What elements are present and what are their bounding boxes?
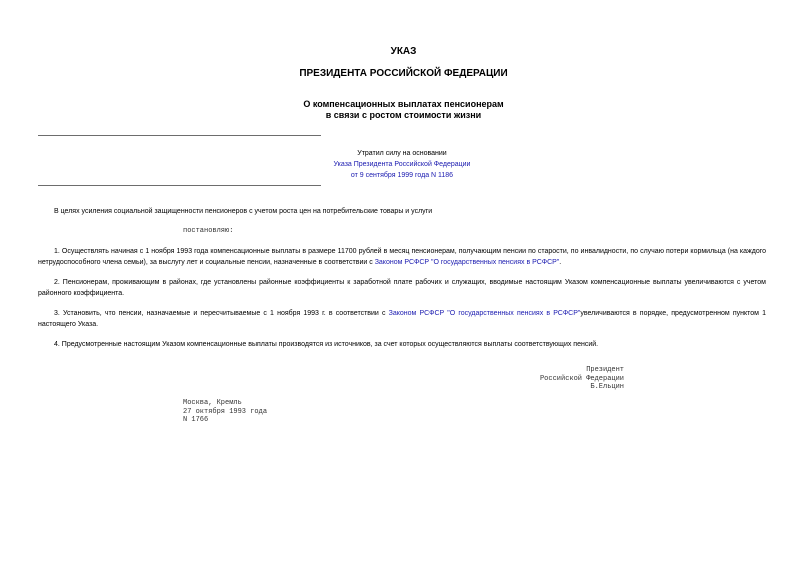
repeal-decree-date-link[interactable]: от 9 сентября 1999 года N 1186 — [350, 172, 454, 179]
date: 27 октября 1993 года — [183, 407, 268, 416]
paragraph-3 — [38, 309, 766, 330]
paragraph-1-text: 1. Осуществлять начиная с 1 ноября 1993 года компенсационные выплаты в размере 11700 рублей в месяц пенсионерам, получающим пенсии по старости, по инвалидности, по случаю потери кормильца (на каждого нетрудоспособного члена семьи), за выслугу лет и социальные пенсии, назначенные в соответствии с — [38, 248, 766, 266]
decree-title: УКАЗ — [390, 46, 417, 57]
resolve-word: постановляю: — [183, 227, 234, 235]
paragraph-4: 4. Предусмотренные настоящим Указом компенсационные выплаты производятся из источников, за счет которых осуществляются выплаты соответствующих пенсий. — [54, 341, 599, 348]
paragraph-3-end: увеличиваются в порядке, предусмотренном пунктом 1 настоящего Указа. — [38, 310, 766, 328]
signature-title: Президент — [586, 366, 624, 374]
repeal-decree-link[interactable]: Указа Президента Российской Федерации — [333, 161, 471, 168]
validity-note — [322, 148, 482, 181]
signature-block — [540, 366, 624, 392]
paragraph-2: 2. Пенсионерам, проживающим в районах, где установлены районные коэффициенты к заработной плате рабочих и служащих, вводимые настоящим Указом компенсационные выплаты увеличиваются с учетом районного коэффициента. — [38, 279, 766, 297]
place-date-block — [183, 399, 267, 425]
place: Москва, Кремль — [183, 399, 242, 407]
validity-note-label: Утратил силу на основании — [357, 150, 447, 157]
pension-law-link-1[interactable]: Законом РСФСР "О государственных пенсиях в РСФСР" — [374, 258, 560, 266]
divider-bottom — [38, 185, 321, 186]
decree-issuer: ПРЕЗИДЕНТА РОССИЙСКОЙ ФЕДЕРАЦИИ — [299, 68, 508, 79]
divider-top — [38, 135, 321, 136]
decree-number: N 1766 — [183, 416, 209, 424]
pension-law-link-2[interactable]: Законом РСФСР "О государственных пенсиях в РСФСР" — [388, 310, 581, 317]
paragraph-3-text: 3. Установить, что пенсии, назначаемые и пересчитываемые с 1 ноября 1993 г. в соответствии с — [54, 310, 389, 317]
signature-country: Российской Федерации — [539, 374, 624, 383]
signature-name: Б.Ельцин — [590, 383, 624, 391]
preamble: В целях усиления социальной защищенности пенсионеров с учетом роста цен на потребительские товары и услуги — [54, 208, 433, 215]
paragraph-1 — [38, 247, 766, 268]
decree-subject-line2: в связи с ростом стоимости жизни — [325, 110, 482, 120]
decree-subject-line1: О компенсационных выплатах пенсионерам — [303, 99, 504, 109]
paragraph-1-end: . — [559, 258, 562, 266]
